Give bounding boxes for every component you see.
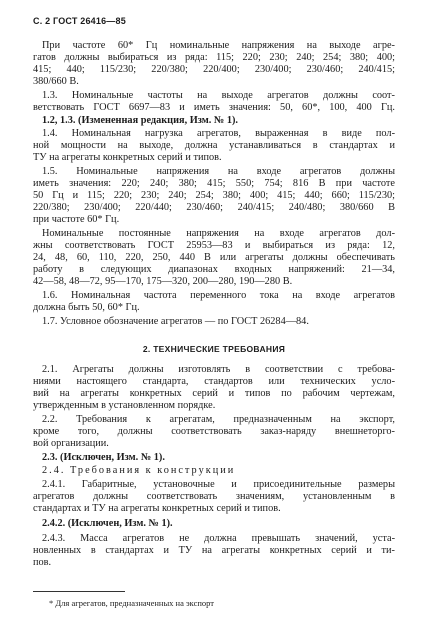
text-line: При частоте 60* Гц номинальные напряжения на выходе агре- — [42, 40, 395, 51]
text-line: вой организации. — [33, 438, 109, 449]
text-line: Номинальные постоянные напряжения на входе агрегатов дол- — [42, 228, 395, 239]
page-header: С. 2 ГОСТ 26416—85 — [33, 16, 126, 26]
revision-note: 1.2, 1.3. (Измененная редакция, Изм. № 1). — [42, 115, 238, 126]
section-heading: 2. ТЕХНИЧЕСКИЕ ТРЕБОВАНИЯ — [142, 344, 286, 354]
text-line: агрегатов должны соответствовать значениям, установленным в — [33, 491, 395, 502]
text-line: 2.4.3. Масса агрегатов не должна превышать значений, уста- — [42, 533, 395, 544]
text-line: ветствовать ГОСТ 6697—83 и иметь значения: 50, 60*, 100, 400 Гц. — [33, 102, 395, 113]
footnote: * Для агрегатов, предназначенных на экспорт — [49, 598, 214, 608]
text-line: 24, 48, 60, 110, 220, 250, 440 В или агрегаты должны обеспечивать — [33, 252, 395, 263]
text-line: ТУ на агрегаты конкретных серий и типов. — [33, 152, 222, 163]
text-line: 1.7. Условное обозначение агрегатов — по ГОСТ 26284—84. — [42, 316, 309, 327]
text-line: 1.5. Номинальные напряжения на входе агрегатов должны — [42, 166, 395, 177]
text-line: вий на агрегаты конкретных серий и типов по рабочим чертежам, — [33, 388, 395, 399]
text-line: ной мощности на выходе, должна устанавливаться в стандартах и — [33, 140, 395, 151]
text-line: кроме того, должны соответствовать заказ-наряду внешнеторго- — [33, 426, 395, 437]
subsection-heading: 2.4. Требования к конструкции — [42, 465, 236, 476]
text-line: при частоте 60* Гц. — [33, 214, 120, 225]
text-line: жны соответствовать ГОСТ 25953—83 и выбираться из ряда: 12, — [33, 240, 395, 251]
text-line: стандартах и ТУ на агрегаты конкретных серий и типов. — [33, 503, 281, 514]
revision-note: 2.3. (Исключен, Изм. № 1). — [42, 452, 165, 463]
text-line: иметь значения: 220; 240; 380; 415; 550; 754; 816 В при частоте — [33, 178, 395, 189]
text-line: ниями настоящего стандарта, стандартов или технических усло- — [33, 376, 395, 387]
text-line: 50 Гц и 115; 220; 230; 240; 254; 380; 400; 415; 440; 660; 115/230; — [33, 190, 395, 201]
text-line: 2.4.1. Габаритные, установочные и присоединительные размеры — [42, 479, 395, 490]
text-line: 2.2. Требования к агрегатам, предназначенным на экспорт, — [42, 414, 395, 425]
text-line: 415; 440; 115/230; 220/380; 220/400; 230/400; 230/460; 240/415; — [33, 64, 395, 75]
text-line: 2.1. Агрегаты должны изготовлять в соответствии с требова- — [42, 364, 395, 375]
revision-note: 2.4.2. (Исключен, Изм. № 1). — [42, 518, 173, 529]
text-line: 220/380; 230/400; 220/440; 230/460; 240/415; 240/480; 380/660 В — [33, 202, 395, 213]
text-line: должна быть 50, 60* Гц. — [33, 302, 140, 313]
text-line: 380/660 В. — [33, 76, 79, 87]
text-line: гатов должны выбираться из ряда: 115; 220; 230; 240; 254; 380; 400; — [33, 52, 395, 63]
text-line: работу в следующих диапазонах входных напряжений: 21—34, — [33, 264, 395, 275]
text-line: 1.4. Номинальная нагрузка агрегатов, выраженная в виде пол- — [42, 128, 395, 139]
text-line: новленных в стандартах и ТУ на агрегаты конкретных серий и ти- — [33, 545, 395, 556]
text-line: пов. — [33, 557, 52, 568]
text-line: 1.3. Номинальные частоты на выходе агрегатов должны соот- — [42, 90, 395, 101]
footnote-divider — [33, 591, 125, 592]
text-line: 1.6. Номинальная частота переменного тока на входе агрегатов — [42, 290, 395, 301]
text-line: 42—58, 48—72, 95—170, 175—320, 200—280, 190—280 В. — [33, 276, 293, 287]
text-line: утвержденным в установленном порядке. — [33, 400, 216, 411]
